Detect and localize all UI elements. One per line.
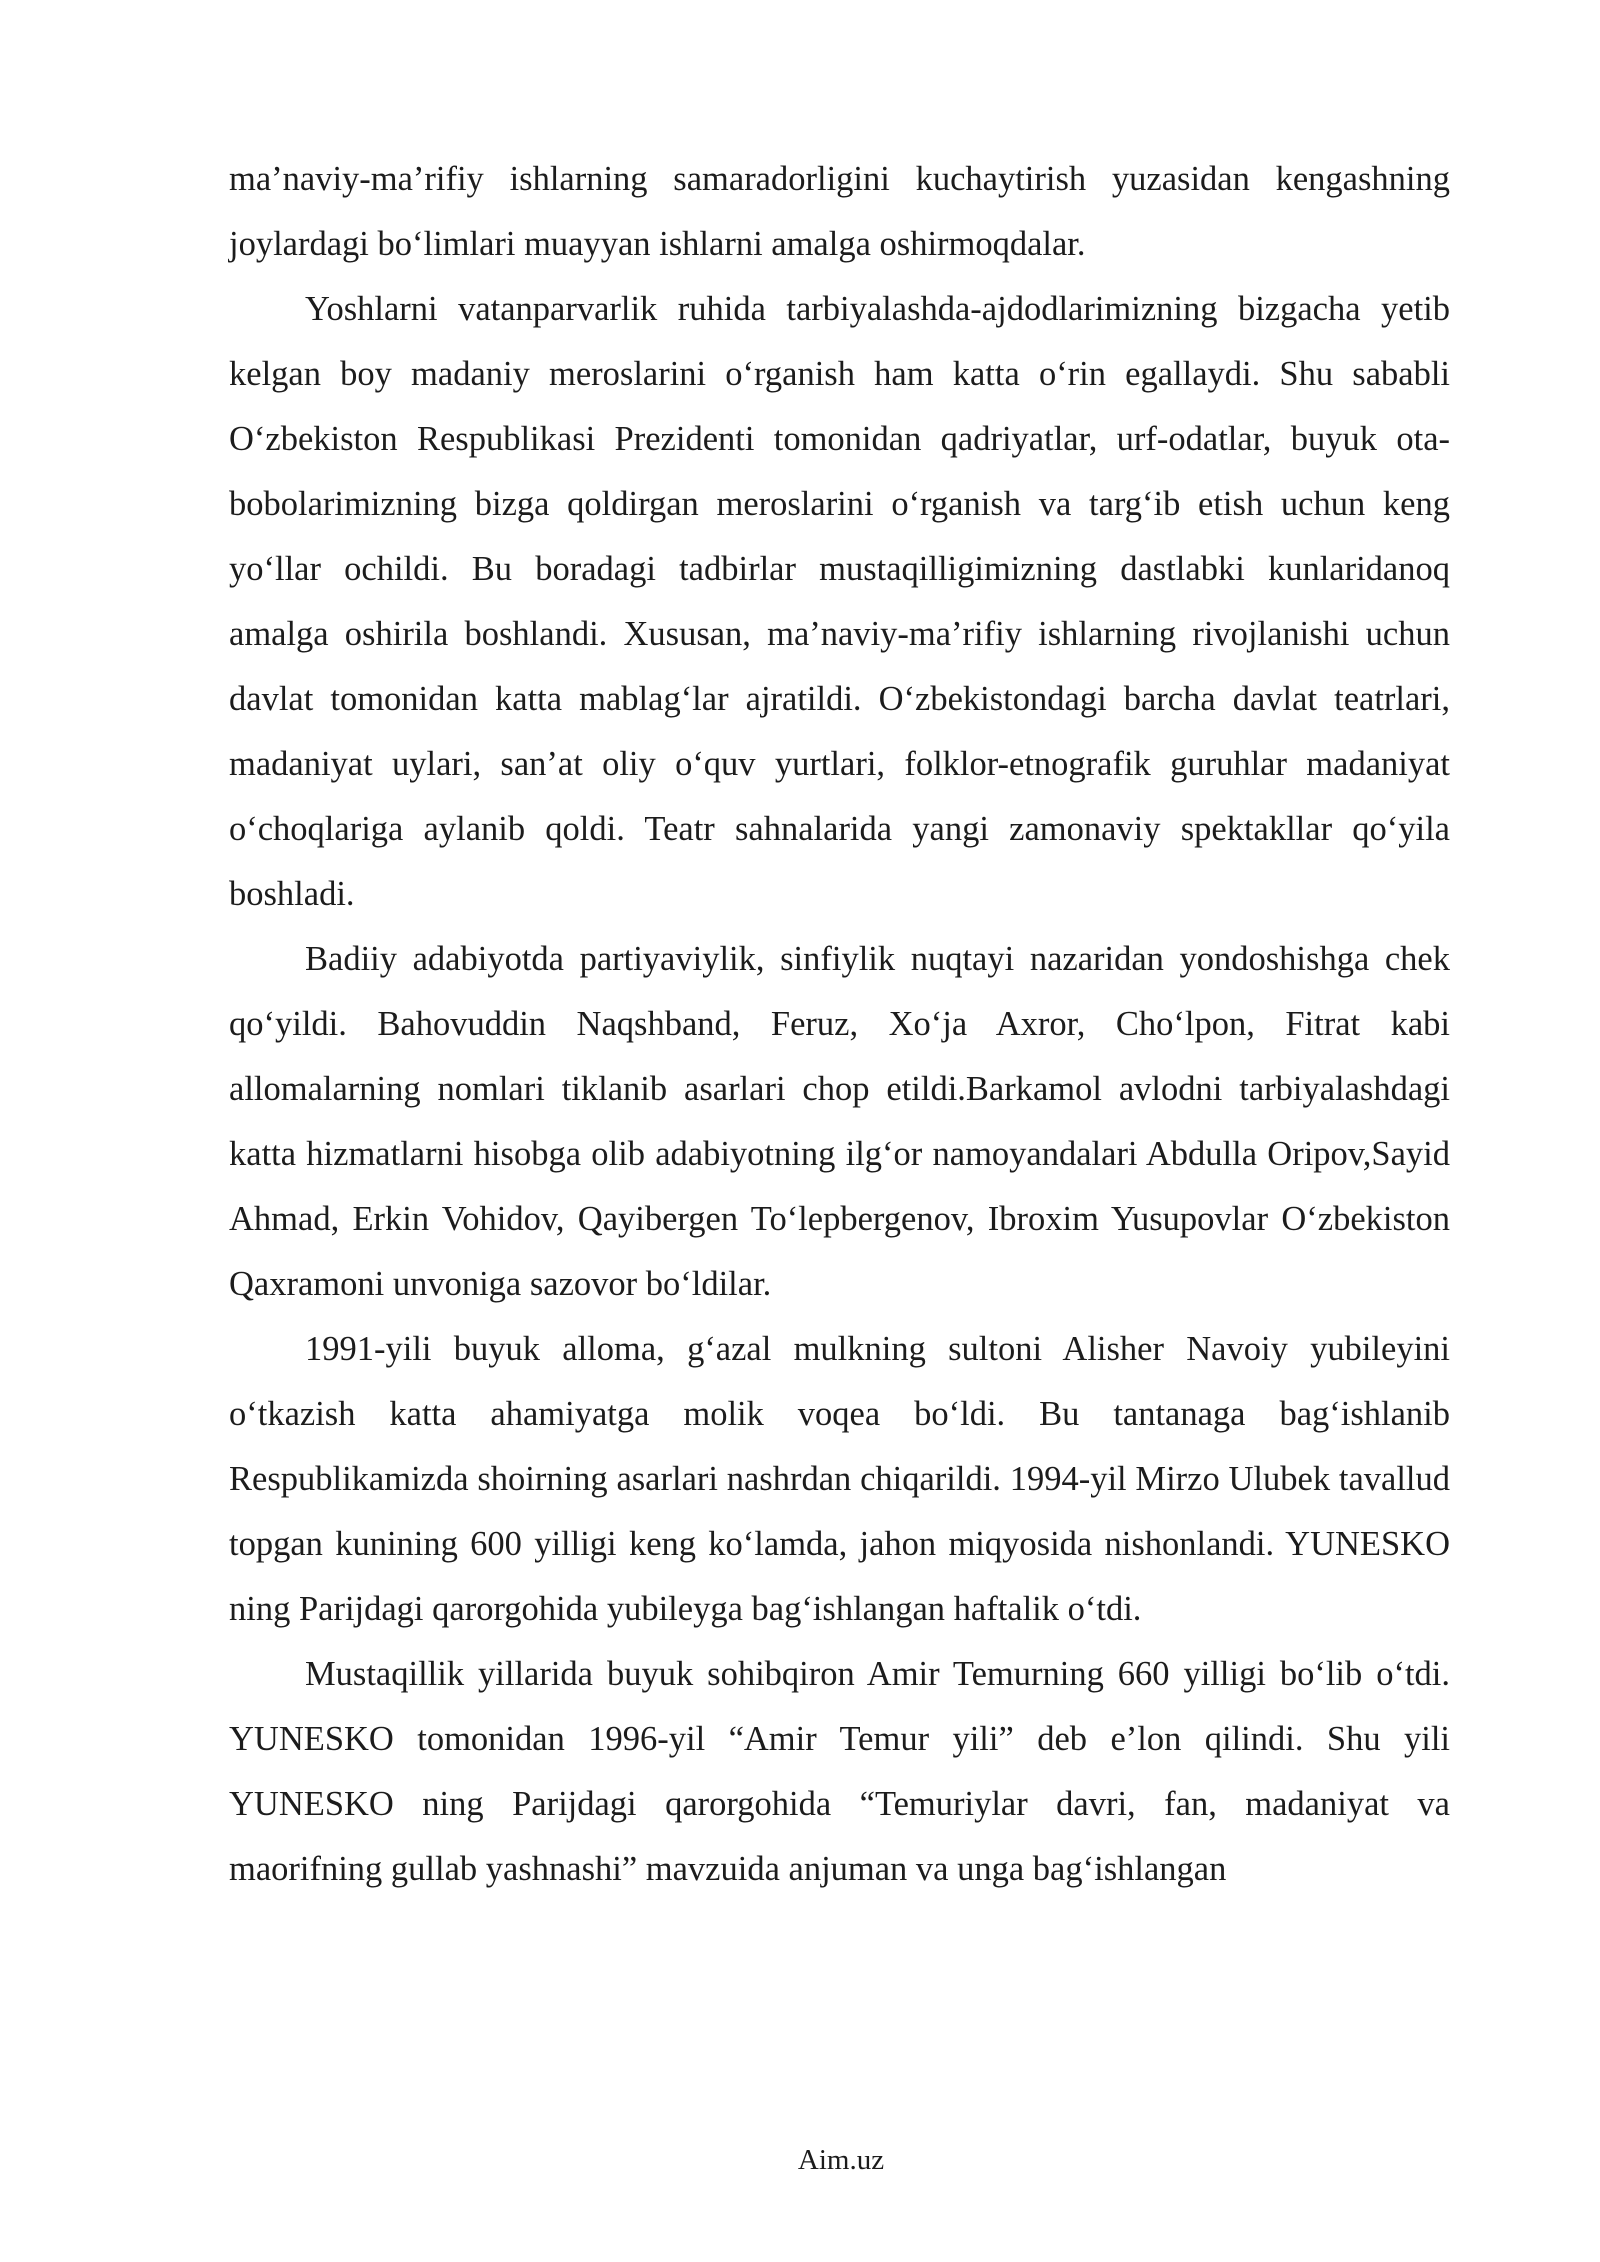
paragraph: 1991-yili buyuk alloma, g‘azal mulkning sultoni Alisher Navoiy yubileyini o‘tkazish katta ahamiyatga molik voqea bo‘ldi. Bu tantanaga bag‘ishlanib Respublikamizda shoirning asarlari nashrdan chiqarildi. 1994-yil Mirzo Ulubek tavallud topgan kunining 600 yilligi keng ko‘lamda, jahon miqyosida nishonlandi. YUNESKO ning Parijdagi qarorgohida yubileyga bag‘ishlangan haftalik o‘tdi.	[229, 1330, 1450, 1628]
page-footer: Aim.uz	[797, 2144, 885, 2176]
document-body	[229, 147, 1450, 1902]
paragraph-continuation: ma’naviy-ma’rifiy ishlarning samaradorligini kuchaytirish yuzasidan kengashning joylardagi bo‘limlari muayyan ishlarni amalga oshirmoqdalar.	[229, 160, 1450, 263]
paragraph: Mustaqillik yillarida buyuk sohibqiron Amir Temurning 660 yilligi bo‘lib o‘tdi. YUNESKO tomonidan 1996-yil “Amir Temur yili” deb e’lon qilindi. Shu yili YUNESKO ning Parijdagi qarorgohida “Temuriylar davri, fan, madaniyat va maorifning gullab yashnashi” mavzuida anjuman va unga bag‘ishlangan	[229, 1655, 1450, 1888]
paragraph: Badiiy adabiyotda partiyaviylik, sinfiylik nuqtayi nazaridan yondoshishga chek qo‘yildi. Bahovuddin Naqshband, Feruz, Xo‘ja Axror, Cho‘lpon, Fitrat kabi allomalarning nomlari tiklanib asarlari chop etildi.Barkamol avlodni tarbiyalashdagi katta hizmatlarni hisobga olib adabiyotning ilg‘or namoyandalari Abdulla Oripov,Sayid Ahmad, Erkin Vohidov, Qayibergen To‘lepbergenov, Ibroxim Yusupovlar O‘zbekiston Qaxramoni unvoniga sazovor bo‘ldilar.	[229, 940, 1450, 1303]
paragraph: Yoshlarni vatanparvarlik ruhida tarbiyalashda-ajdodlarimizning bizgacha yetib kelgan boy madaniy meroslarini o‘rganish ham katta o‘rin egallaydi. Shu sababli O‘zbekiston Respublikasi Prezidenti tomonidan qadriyatlar, urf-odatlar, buyuk ota-bobolarimizning bizga qoldirgan meroslarini o‘rganish va targ‘ib etish uchun keng yo‘llar ochildi. Bu boradagi tadbirlar mustaqilligimizning dastlabki kunlaridanoq amalga oshirila boshlandi. Xususan, ma’naviy-ma’rifiy ishlarning rivojlanishi uchun davlat tomonidan katta mablag‘lar ajratildi. O‘zbekistondagi barcha davlat teatrlari, madaniyat uylari, san’at oliy o‘quv yurtlari, folklor-etnografik guruhlar madaniyat o‘choqlariga aylanib qoldi. Teatr sahnalarida yangi zamonaviy spektakllar qo‘yila boshladi.	[229, 290, 1450, 913]
